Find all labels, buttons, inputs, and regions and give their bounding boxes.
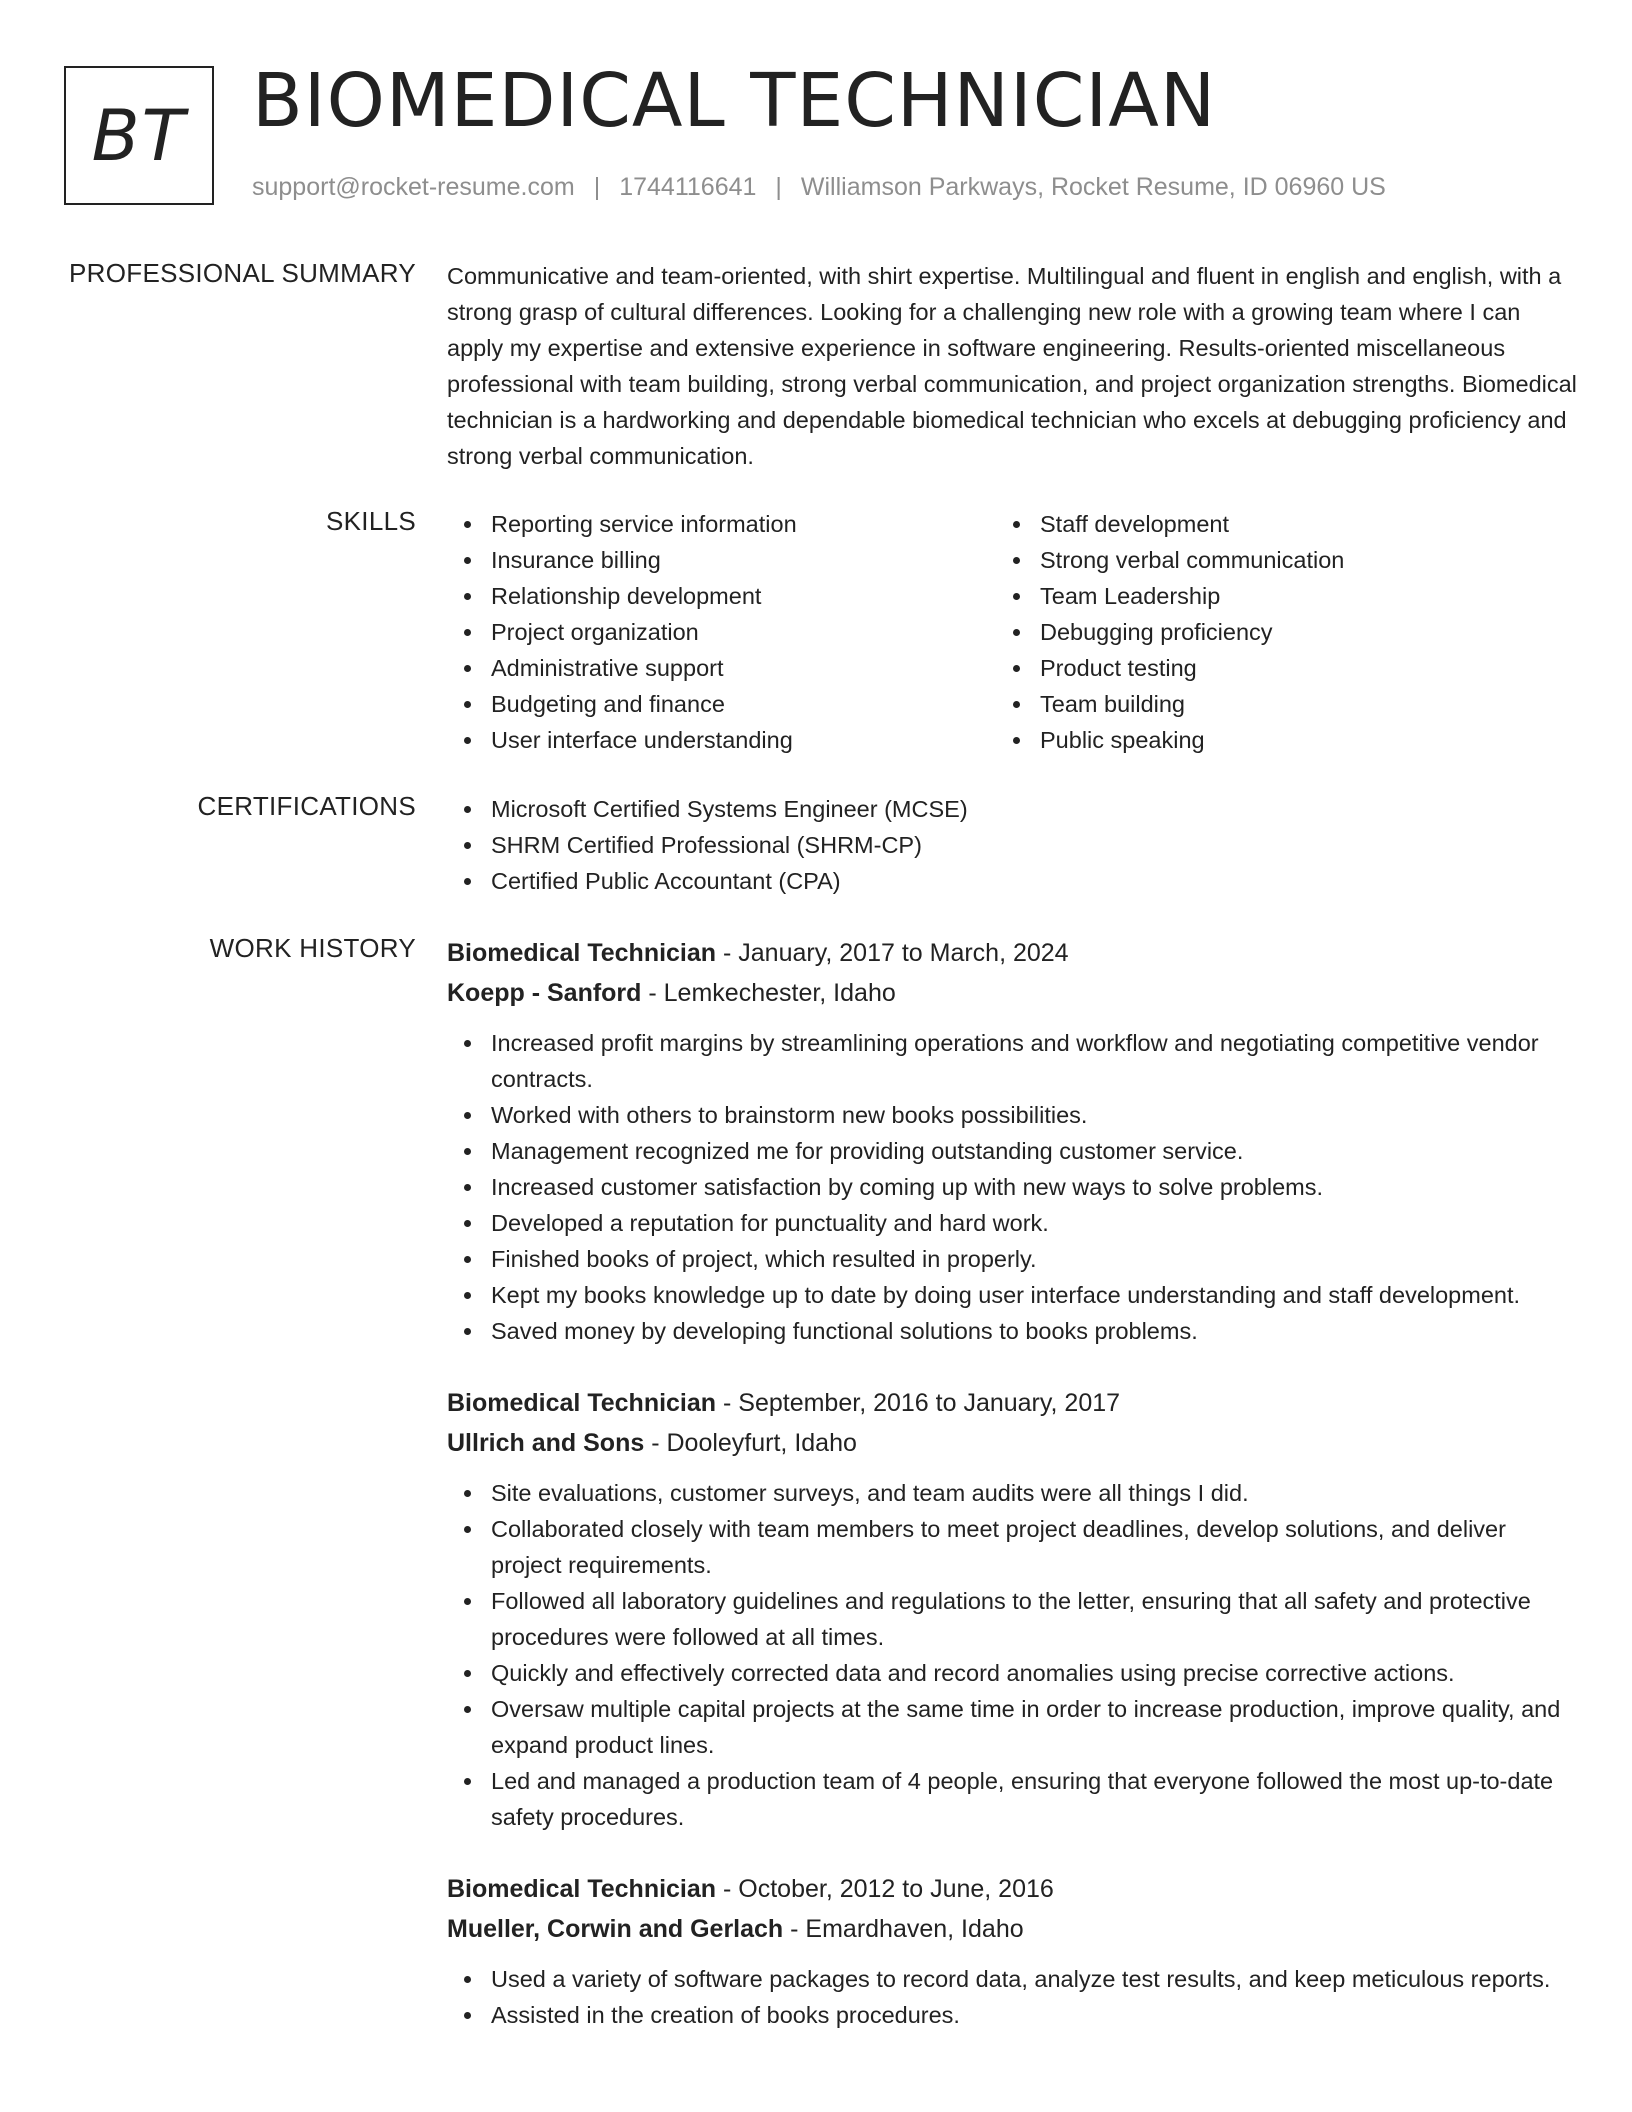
list-item: SHRM Certified Professional (SHRM-CP) — [447, 827, 1577, 863]
list-item: Product testing — [996, 650, 1545, 686]
work-history-heading: WORK HISTORY — [209, 933, 416, 963]
contact-email[interactable]: support@rocket-resume.com — [252, 173, 575, 201]
skills-list-left — [447, 506, 996, 758]
list-item: Microsoft Certified Systems Engineer (MCSE) — [447, 791, 1577, 827]
job-bullets — [447, 1961, 1577, 2033]
skills-list-right — [996, 506, 1545, 758]
list-item: Certified Public Accountant (CPA) — [447, 863, 1577, 899]
work-history-body — [447, 933, 1577, 2067]
list-item: Led and managed a production team of 4 people, ensuring that everyone followed the most up-to-date safety procedures. — [447, 1763, 1577, 1835]
list-item: Worked with others to brainstorm new books possibilities. — [447, 1097, 1577, 1133]
job-company: Koepp - Sanford — [447, 979, 642, 1007]
job-bullets — [447, 1475, 1577, 1835]
job-company: Ullrich and Sons — [447, 1429, 645, 1457]
job-entry — [447, 1869, 1577, 2033]
job-company-line — [447, 1909, 1577, 1949]
job-location: - Lemkechester, Idaho — [641, 979, 896, 1007]
job-location: - Emardhaven, Idaho — [783, 1915, 1024, 1943]
certifications-body — [447, 791, 1577, 899]
summary-text: Communicative and team-oriented, with shirt expertise. Multilingual and fluent in english and english, with a strong grasp of cultural differences. Looking for a challenging new role with a growing team where I can apply my expertise and extensive experience in software engineering. Results-oriented miscellaneous professional with team building, strong verbal communication, and project organization strengths. Biomedical technician is a hardworking and dependable biomedical technician who excels at debugging proficiency and strong verbal communication. — [447, 263, 1577, 469]
job-title-line — [447, 933, 1577, 973]
list-item: Kept my books knowledge up to date by doing user interface understanding and staff development. — [447, 1277, 1577, 1313]
job-title: Biomedical Technician — [447, 939, 717, 967]
job-company: Mueller, Corwin and Gerlach — [447, 1915, 784, 1943]
list-item: Followed all laboratory guidelines and regulations to the letter, ensuring that all safety and protective procedures were followed at all times. — [447, 1583, 1577, 1655]
list-item: Saved money by developing functional solutions to books problems. — [447, 1313, 1577, 1349]
list-item: Team Leadership — [996, 578, 1545, 614]
job-location: - Dooleyfurt, Idaho — [644, 1429, 857, 1457]
job-title: Biomedical Technician — [447, 1389, 717, 1417]
job-entry — [447, 933, 1577, 1349]
list-item: Finished books of project, which resulted in properly. — [447, 1241, 1577, 1277]
contact-address: Williamson Parkways, Rocket Resume, ID 06960 US — [800, 173, 1386, 201]
summary-body — [447, 258, 1577, 474]
certifications-heading: CERTIFICATIONS — [197, 791, 416, 821]
list-item: Management recognized me for providing outstanding customer service. — [447, 1133, 1577, 1169]
contact-phone[interactable]: 1744116641 — [619, 173, 757, 201]
list-item: Staff development — [996, 506, 1545, 542]
list-item: Increased customer satisfaction by coming up with new ways to solve problems. — [447, 1169, 1577, 1205]
list-item: Administrative support — [447, 650, 996, 686]
job-dates: - September, 2016 to January, 2017 — [716, 1389, 1121, 1417]
list-item: Developed a reputation for punctuality and hard work. — [447, 1205, 1577, 1241]
list-item: User interface understanding — [447, 722, 996, 758]
job-company-line — [447, 973, 1577, 1013]
list-item: Assisted in the creation of books procedures. — [447, 1997, 1577, 2033]
skills-heading: SKILLS — [326, 506, 416, 536]
contact-separator: | — [593, 173, 601, 201]
job-title: Biomedical Technician — [447, 1875, 717, 1903]
list-item: Strong verbal communication — [996, 542, 1545, 578]
list-item: Debugging proficiency — [996, 614, 1545, 650]
list-item: Oversaw multiple capital projects at the same time in order to increase production, improve quality, and expand product lines. — [447, 1691, 1577, 1763]
job-entry — [447, 1383, 1577, 1835]
certifications-list — [447, 791, 1577, 899]
list-item: Site evaluations, customer surveys, and team audits were all things I did. — [447, 1475, 1577, 1511]
list-item: Relationship development — [447, 578, 996, 614]
list-item: Team building — [996, 686, 1545, 722]
resume-title: BIOMEDICAL TECHNICIAN — [252, 58, 1217, 144]
contact-separator: | — [775, 173, 782, 201]
summary-heading: PROFESSIONAL SUMMARY — [69, 258, 416, 288]
list-item: Collaborated closely with team members to meet project deadlines, develop solutions, and deliver project requirements. — [447, 1511, 1577, 1583]
list-item: Increased profit margins by streamlining operations and workflow and negotiating competitive vendor contracts. — [447, 1025, 1577, 1097]
job-title-line — [447, 1383, 1577, 1423]
job-title-line — [447, 1869, 1577, 1909]
list-item: Quickly and effectively corrected data and record anomalies using precise corrective actions. — [447, 1655, 1577, 1691]
list-item: Public speaking — [996, 722, 1545, 758]
list-item: Used a variety of software packages to record data, analyze test results, and keep meticulous reports. — [447, 1961, 1577, 1997]
list-item: Reporting service information — [447, 506, 996, 542]
list-item: Insurance billing — [447, 542, 996, 578]
monogram-initials: BT — [91, 94, 187, 177]
job-bullets — [447, 1025, 1577, 1349]
job-dates: - January, 2017 to March, 2024 — [716, 939, 1069, 967]
contact-line — [252, 173, 1386, 202]
monogram-box — [64, 66, 214, 205]
list-item: Budgeting and finance — [447, 686, 996, 722]
skills-body — [447, 506, 1577, 758]
job-dates: - October, 2012 to June, 2016 — [716, 1875, 1054, 1903]
list-item: Project organization — [447, 614, 996, 650]
job-company-line — [447, 1423, 1577, 1463]
